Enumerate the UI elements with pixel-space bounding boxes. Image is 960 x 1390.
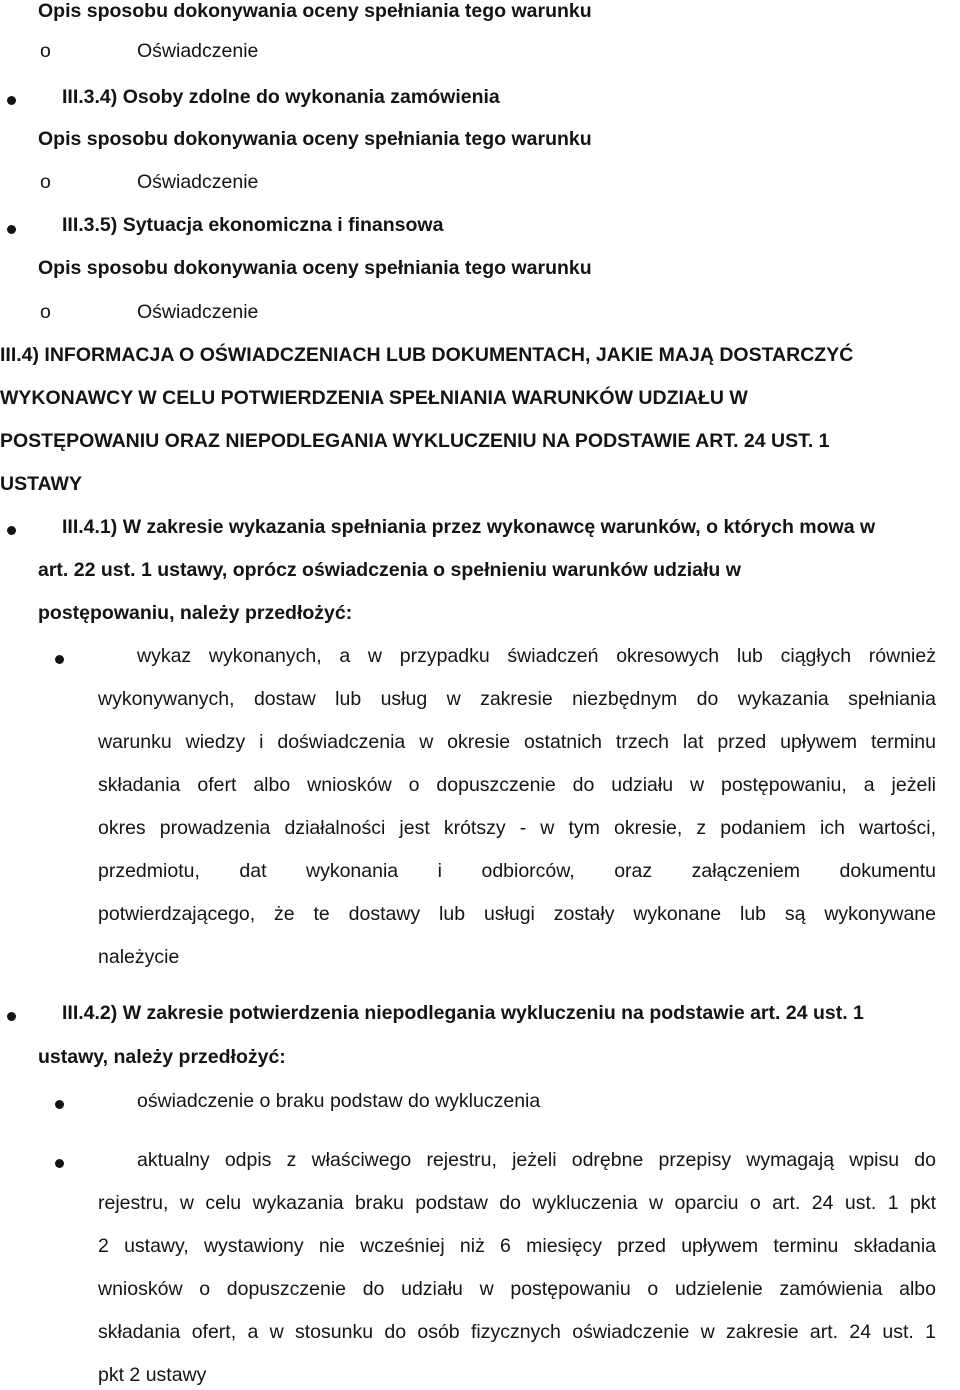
bullet-icon xyxy=(55,1100,64,1109)
paragraph-line: rejestru, w celu wykazania braku podstaw do wykluczenia w oparciu o art. 24 ust. 1 pkt xyxy=(98,1192,936,1214)
bullet-icon xyxy=(55,655,64,664)
subsection-heading: III.4.1) W zakresie wykazania spełniania przez wykonawcę warunków, o których mowa w xyxy=(62,516,876,538)
circle-bullet-label: o xyxy=(40,171,51,193)
section-description: Opis sposobu dokonywania oceny spełniania tego warunku xyxy=(38,0,592,22)
subsection-heading: art. 22 ust. 1 ustawy, oprócz oświadczenia o spełnieniu warunków udziału w xyxy=(38,559,741,581)
section-heading: III.3.5) Sytuacja ekonomiczna i finansowa xyxy=(62,214,444,236)
circle-bullet-label: o xyxy=(40,301,51,323)
subsection-heading: postępowaniu, należy przedłożyć: xyxy=(38,602,353,624)
section-title-line: USTAWY xyxy=(0,473,82,495)
list-item: Oświadczenie xyxy=(137,171,259,193)
paragraph-line: wykonywanych, dostaw lub usług w zakresie niezbędnym do wykazania spełniania xyxy=(98,688,936,710)
paragraph-line: aktualny odpis z właściwego rejestru, jeżeli odrębne przepisy wymagają wpisu do xyxy=(137,1149,936,1171)
paragraph-line: 2 ustawy, wystawiony nie wcześniej niż 6 miesięcy przed upływem terminu składania xyxy=(98,1235,936,1257)
bullet-icon xyxy=(55,1159,64,1168)
bullet-icon xyxy=(7,225,16,234)
paragraph-line: warunku wiedzy i doświadczenia w okresie ostatnich trzech lat przed upływem terminu xyxy=(98,731,936,753)
section-title-line: POSTĘPOWANIU ORAZ NIEPODLEGANIA WYKLUCZENIU NA PODSTAWIE ART. 24 UST. 1 xyxy=(0,430,830,452)
paragraph-line: wykaz wykonanych, a w przypadku świadczeń okresowych lub ciągłych również xyxy=(137,645,936,667)
paragraph-line: potwierdzającego, że te dostawy lub usługi zostały wykonane lub są wykonywane xyxy=(98,903,936,925)
subsection-heading: III.4.2) W zakresie potwierdzenia niepodlegania wykluczeniu na podstawie art. 24 ust. 1 xyxy=(62,1002,864,1024)
paragraph-line: okres prowadzenia działalności jest krótszy - w tym okresie, z podaniem ich wartości, xyxy=(98,817,936,839)
bullet-icon xyxy=(7,526,16,535)
list-item: Oświadczenie xyxy=(137,40,259,62)
bullet-icon xyxy=(7,1012,16,1021)
list-item: oświadczenie o braku podstaw do wykluczenia xyxy=(137,1090,541,1112)
paragraph-line: pkt 2 ustawy xyxy=(98,1364,207,1386)
section-title-line: WYKONAWCY W CELU POTWIERDZENIA SPEŁNIANIA WARUNKÓW UDZIAŁU W xyxy=(0,387,748,409)
subsection-heading: ustawy, należy przedłożyć: xyxy=(38,1046,286,1068)
section-title-line: III.4) INFORMACJA O OŚWIADCZENIACH LUB DOKUMENTACH, JAKIE MAJĄ DOSTARCZYĆ xyxy=(0,344,854,366)
paragraph-line: składania ofert albo wniosków o dopuszczenie do udziału w postępowaniu, a jeżeli xyxy=(98,774,936,796)
section-description: Opis sposobu dokonywania oceny spełniania tego warunku xyxy=(38,257,592,279)
section-heading: III.3.4) Osoby zdolne do wykonania zamówienia xyxy=(62,86,500,108)
paragraph-line: wniosków o dopuszczenie do udziału w postępowaniu o udzielenie zamówienia albo xyxy=(98,1278,936,1300)
circle-bullet-label: o xyxy=(40,40,51,62)
bullet-icon xyxy=(7,96,16,105)
paragraph-line: przedmiotu, dat wykonania i odbiorców, oraz załączeniem dokumentu xyxy=(98,860,936,882)
list-item: Oświadczenie xyxy=(137,301,259,323)
paragraph-line: składania ofert, a w stosunku do osób fizycznych oświadczenie w zakresie art. 24 ust. 1 xyxy=(98,1321,936,1343)
section-description: Opis sposobu dokonywania oceny spełniania tego warunku xyxy=(38,128,592,150)
paragraph-line: należycie xyxy=(98,946,180,968)
